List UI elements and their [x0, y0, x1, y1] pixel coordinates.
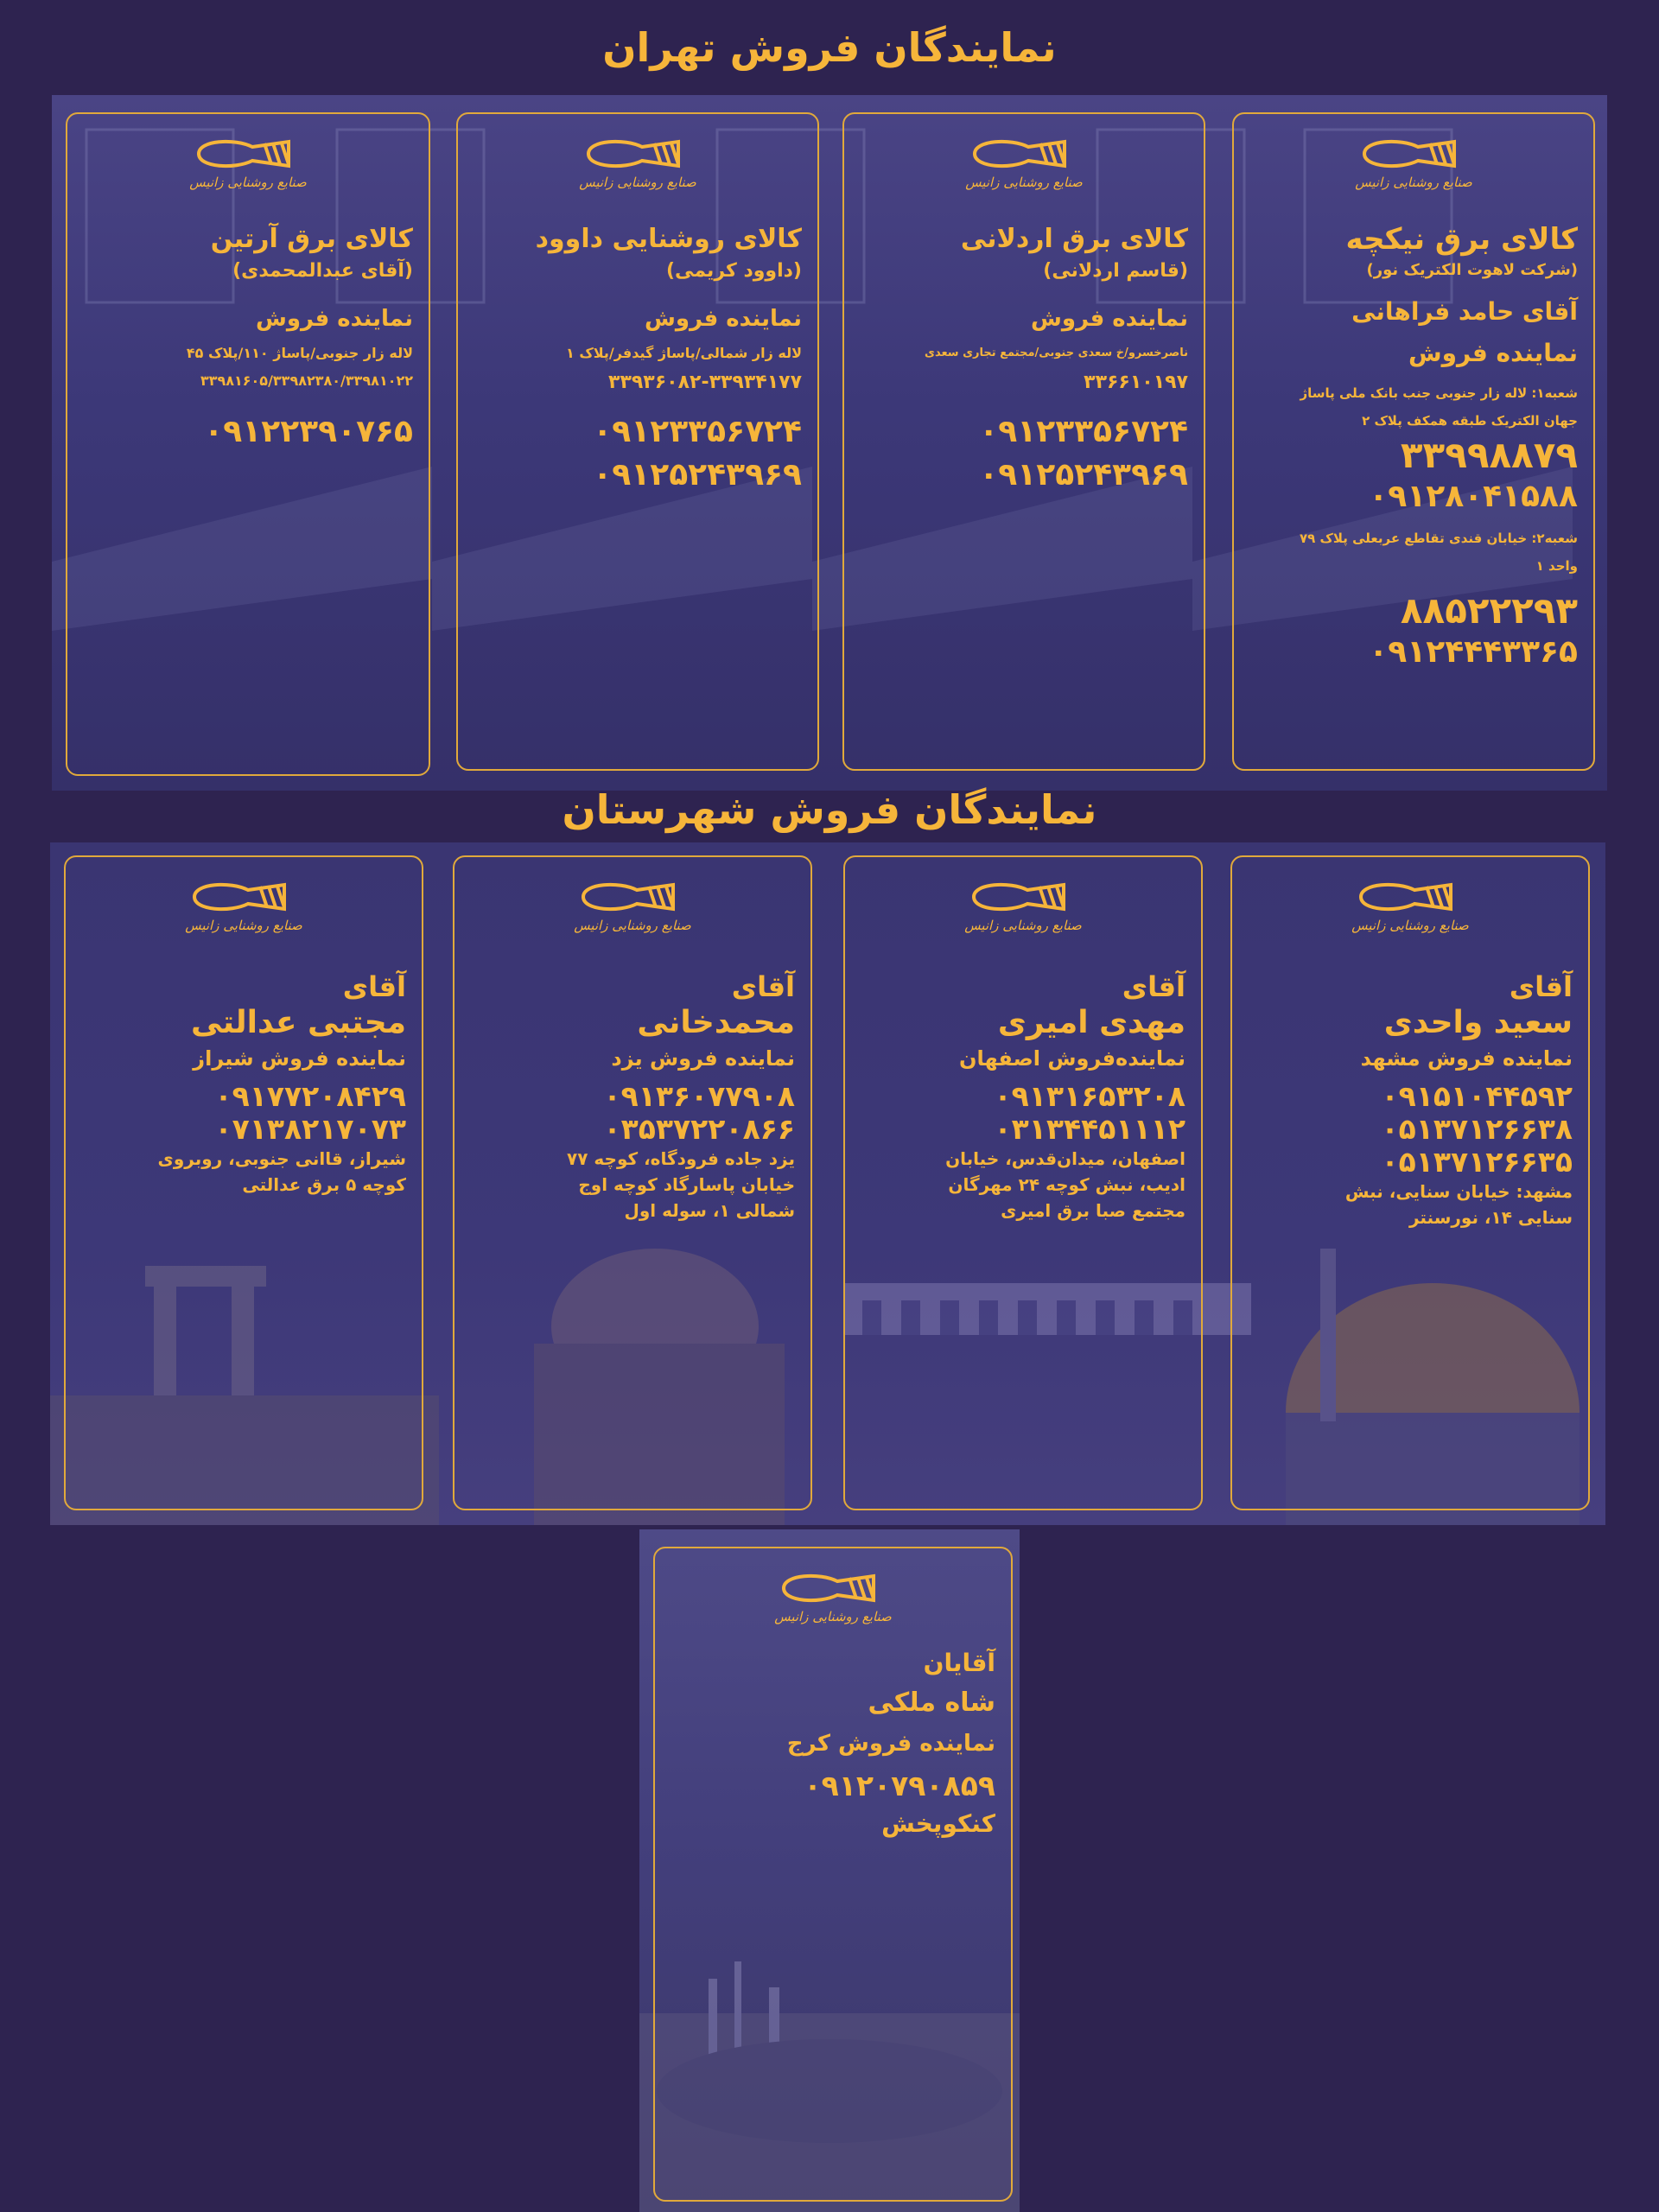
zanis-logo [1232, 878, 1588, 933]
shop-name: کالای برق نیکچه [1345, 222, 1578, 257]
phone-1[interactable]: ۰۹۱۵۱۰۴۴۵۹۲ [1381, 1079, 1573, 1113]
rep-name: مجتبی عدالتی [191, 1005, 406, 1040]
logo-text: صنایع روشنایی زانیس [965, 175, 1083, 190]
phone-2[interactable]: ۰۵۱۳۷۱۲۶۶۳۸ [1381, 1112, 1573, 1146]
rep-role: نماینده فروش یزد [611, 1046, 795, 1071]
zanis-logo [1234, 135, 1593, 190]
bulb-logo-icon [576, 878, 689, 916]
mobile-2[interactable]: ۰۹۱۲۵۲۴۳۹۶۹ [979, 457, 1188, 493]
branch1-landline[interactable]: ۳۳۹۹۸۸۷۹ [1400, 434, 1578, 476]
mobile-1[interactable]: ۰۹۱۲۲۳۹۰۷۶۵ [204, 414, 413, 449]
bulb-logo-icon [968, 135, 1080, 173]
provinces-section-title: نمایندگان فروش شهرستان [562, 786, 1097, 833]
owner-name: (قاسم اردلانی) [1043, 260, 1188, 282]
rep-role: نماینده فروش مشهد [1360, 1046, 1573, 1071]
shop-name: کالای برق اردلانی [960, 224, 1188, 254]
mobile-1[interactable]: ۰۹۱۲۳۳۵۶۷۲۴ [979, 414, 1188, 449]
rep-role: نماینده فروش شیراز [193, 1046, 406, 1071]
tehran-card-nikche [1232, 112, 1595, 771]
province-card-isfahan [843, 855, 1203, 1510]
zanis-logo [845, 878, 1201, 933]
role-label: نماینده فروش [1031, 306, 1188, 332]
bulb-logo-icon [1357, 135, 1470, 173]
mobile-2[interactable]: ۰۹۱۲۵۲۴۳۹۶۹ [593, 457, 802, 493]
bulb-logo-icon [777, 1569, 889, 1607]
karaj-panel [639, 1529, 1020, 2212]
province-card-mashhad [1230, 855, 1590, 1510]
logo-text: صنایع روشنایی زانیس [579, 175, 696, 190]
province-card-yazd [453, 855, 812, 1510]
branch2-address-line2: واحد ۱ [1535, 558, 1578, 574]
phone-2[interactable]: ۰۳۵۳۷۲۲۰۸۶۶ [603, 1112, 795, 1146]
bulb-logo-icon [582, 135, 694, 173]
phone-3[interactable]: ۰۵۱۳۷۱۲۶۶۳۵ [1381, 1145, 1573, 1179]
branch2-address: شعبه۲: خیابان قندی تقاطع عربعلی پلاک ۷۹ [1299, 531, 1578, 546]
shop-company: (شرکت لاهوت الکتریک نور) [1366, 261, 1578, 279]
address-line-3: شمالی ۱، سوله اول [624, 1200, 795, 1221]
address: لاله زار جنوبی/پاساژ ۱۱۰/پلاک ۴۵ [186, 345, 413, 361]
person-name: آقای حامد فراهانی [1351, 297, 1578, 326]
address-line-1: اصفهان، میدان‌قدس، خیابان [945, 1148, 1185, 1169]
shop-name: کنکوپخش [881, 1809, 995, 1838]
karaj-card [653, 1547, 1013, 2202]
role-label: نماینده فروش [256, 306, 413, 332]
phone[interactable]: ۰۹۱۲۰۷۹۰۸۵۹ [804, 1769, 995, 1802]
title-label: آقای [1122, 970, 1185, 1003]
branch2-mobile[interactable]: ۰۹۱۲۴۴۴۳۳۶۵ [1369, 634, 1578, 670]
rep-name: سعید واحدی [1383, 1005, 1573, 1040]
rep-role: نماینده‌فروش اصفهان [958, 1046, 1185, 1071]
province-card-shiraz [64, 855, 423, 1510]
owner-name: (داوود کریمی) [666, 260, 802, 282]
branch2-landline[interactable]: ۸۸۵۲۲۲۹۳ [1400, 589, 1578, 632]
phone-1[interactable]: ۰۹۱۳۱۶۵۳۲۰۸ [994, 1079, 1185, 1113]
title-label: آقای [1509, 970, 1573, 1003]
title-label: آقایان [923, 1649, 995, 1677]
logo-text: صنایع روشنایی زانیس [774, 1609, 892, 1624]
role-label: نماینده فروش [645, 306, 802, 332]
rep-name: محمدخانی [637, 1005, 795, 1040]
branch1-address-line2: جهان الکتریک طبقه همکف پلاک ۲ [1362, 413, 1578, 429]
logo-text: صنایع روشنایی زانیس [964, 918, 1082, 933]
tehran-card-davood [456, 112, 819, 771]
phone-2[interactable]: ۰۷۱۳۸۲۱۷۰۷۳ [214, 1112, 406, 1146]
zanis-logo [67, 135, 429, 190]
shop-name: کالای برق آرتین [210, 224, 413, 254]
phone-1[interactable]: ۰۹۱۳۶۰۷۷۹۰۸ [603, 1079, 795, 1113]
address-line-2: خیابان پاسارگاد کوچه اوج [578, 1174, 795, 1195]
bulb-logo-icon [188, 878, 300, 916]
zanis-logo [844, 135, 1204, 190]
phone-2[interactable]: ۰۳۱۳۴۴۵۱۱۱۲ [994, 1112, 1185, 1146]
branch1-address: شعبه۱: لاله زار جنوبی جنب بانک ملی پاساژ [1300, 385, 1578, 401]
logo-text: صنایع روشنایی زانیس [185, 918, 302, 933]
tehran-section-title: نمایندگان فروش تهران [602, 24, 1057, 71]
owner-name: (آقای عبدالمحمدی) [232, 260, 413, 282]
address-line-2: ادیب، نبش کوچه ۲۴ مهرگان [948, 1174, 1185, 1195]
bulb-logo-icon [1354, 878, 1466, 916]
address-line-1: شیراز، قاانی جنوبی، روبروی [157, 1148, 406, 1169]
landline[interactable]: ۳۳۹۸۱۶۰۵/۳۳۹۸۲۳۸۰/۳۳۹۸۱۰۲۲ [200, 372, 413, 389]
logo-text: صنایع روشنایی زانیس [1351, 918, 1469, 933]
address-line-1: مشهد: خیابان سنایی، نبش [1344, 1181, 1573, 1202]
logo-text: صنایع روشنایی زانیس [574, 918, 691, 933]
mobile-1[interactable]: ۰۹۱۲۳۳۵۶۷۲۴ [593, 414, 802, 449]
address-line-2: کوچه ۵ برق عدالتی [242, 1174, 406, 1195]
landline[interactable]: ۳۳۹۳۶۰۸۲-۳۳۹۳۴۱۷۷ [608, 372, 802, 393]
shop-name: کالای روشنایی داوود [535, 224, 802, 254]
tehran-card-artin [66, 112, 430, 776]
title-label: آقای [731, 970, 795, 1003]
title-label: آقای [342, 970, 406, 1003]
branch1-mobile[interactable]: ۰۹۱۲۸۰۴۱۵۸۸ [1369, 479, 1578, 514]
tehran-card-ardalani [842, 112, 1205, 771]
address-line-1: یزد جاده فرودگاه، کوچه ۷۷ [567, 1148, 795, 1169]
zanis-logo [458, 135, 817, 190]
rep-role: نماینده فروش کرج [786, 1731, 995, 1757]
logo-text: صنایع روشنایی زانیس [1355, 175, 1472, 190]
address-line-2: سنایی ۱۴، نورسنتر [1408, 1207, 1573, 1228]
address: ناصرخسرو/خ سعدی جنوبی/مجتمع تجاری سعدی [925, 346, 1188, 359]
address-line-3: مجتمع صبا برق امیری [1001, 1200, 1185, 1221]
role-label: نماینده فروش [1408, 339, 1578, 367]
zanis-logo [66, 878, 422, 933]
bulb-logo-icon [967, 878, 1079, 916]
landline[interactable]: ۳۳۶۶۱۰۱۹۷ [1084, 372, 1188, 393]
bulb-logo-icon [192, 135, 304, 173]
zanis-logo [454, 878, 810, 933]
phone-1[interactable]: ۰۹۱۷۷۲۰۸۴۲۹ [214, 1079, 406, 1113]
zanis-logo [655, 1569, 1011, 1624]
rep-name: شاه ملکی [868, 1688, 995, 1718]
rep-name: مهدی امیری [997, 1005, 1185, 1040]
logo-text: صنایع روشنایی زانیس [189, 175, 307, 190]
address: لاله زار شمالی/پاساژ گیدفر/پلاک ۱ [566, 345, 802, 361]
